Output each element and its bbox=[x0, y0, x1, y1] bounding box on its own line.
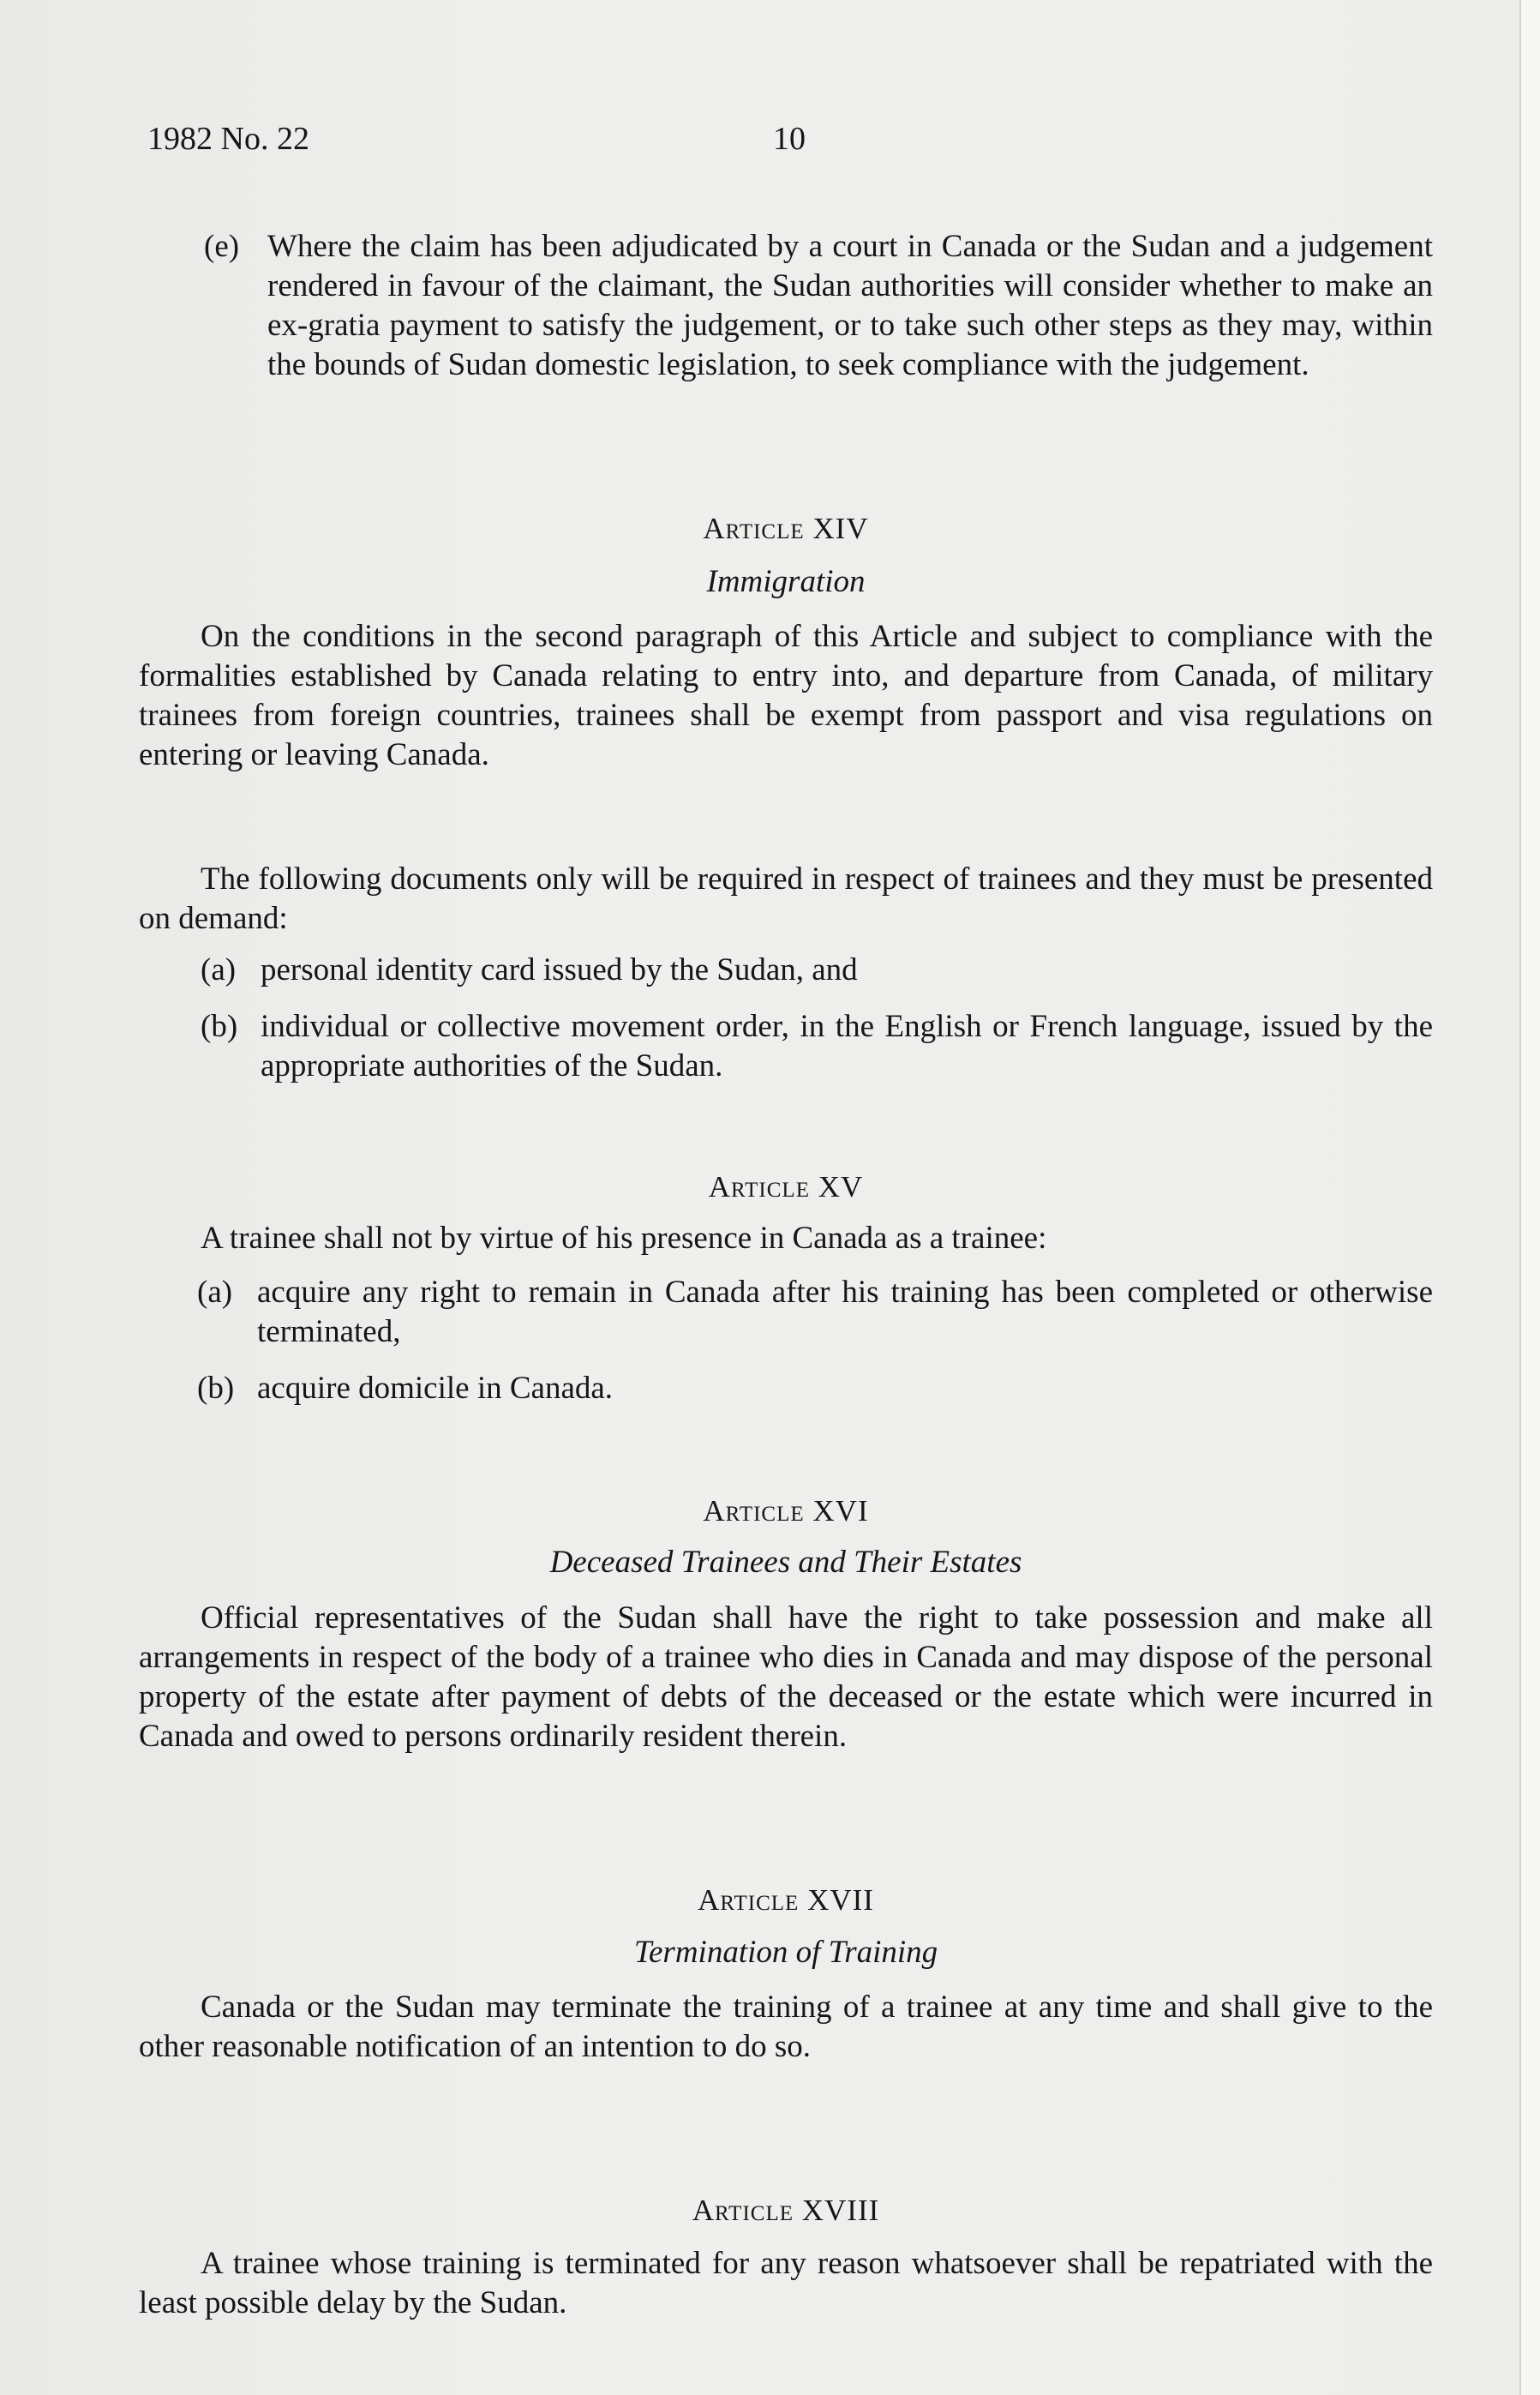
article-xiv-paragraph-2: The following documents only will be required in respect of trainees and they must be presented on demand: bbox=[139, 861, 1433, 936]
article-xviii-paragraph: A trainee whose training is terminated for any reason whatsoever shall be repatriated with the least possible delay by the Sudan. bbox=[139, 2246, 1433, 2320]
item-text: individual or collective movement order, in the English or French language, issued by the appropriate authorities of the Sudan. bbox=[261, 1009, 1433, 1083]
page-edge bbox=[1519, 0, 1540, 2395]
item-label: (b) bbox=[197, 1371, 235, 1406]
year-and-number: 1982 No. 22 bbox=[147, 121, 309, 157]
article-xvi-paragraph: Official representatives of the Sudan shall have the right to take possession and make all arrangements in respect of the body of a trainee who dies in Canada and may dispose of the personal property of the estate after payment of debts of the deceased or the estate which were incurred in Canada and owed to persons ordinarily resident therein. bbox=[139, 1600, 1433, 1754]
article-xvii-heading: Article XVII bbox=[698, 1883, 874, 1917]
article-xiv-item-a bbox=[201, 951, 1433, 990]
article-xvii-subheading: Termination of Training bbox=[633, 1935, 938, 1970]
clause-text: Where the claim has been adjudicated by a court in Canada or the Sudan and a judgement rendered in favour of the claimant, the Sudan authorities will consider whether to make an ex-gratia payment to satisfy the judgement, or to take such other steps as they may, within the bounds of Sudan domestic legislation, to seek compliance with the judgement. bbox=[267, 229, 1433, 382]
article-xvii-paragraph: Canada or the Sudan may terminate the training of a trainee at any time and shall give to the other reasonable notification of an intention to do so. bbox=[139, 1990, 1433, 2064]
article-xvi-subheading: Deceased Trainees and Their Estates bbox=[549, 1545, 1022, 1580]
clause-label: (e) bbox=[204, 229, 240, 264]
article-xv-intro: A trainee shall not by virtue of his presence in Canada as a trainee: bbox=[201, 1221, 1047, 1256]
item-text: acquire any right to remain in Canada after his training has been completed or otherwise terminated, bbox=[257, 1275, 1433, 1349]
article-xiv-subheading: Immigration bbox=[706, 564, 866, 599]
article-xv-heading: Article XV bbox=[708, 1170, 864, 1204]
item-label: (a) bbox=[201, 952, 237, 987]
article-xvi-heading: Article XVI bbox=[703, 1494, 869, 1528]
item-text: acquire domicile in Canada. bbox=[257, 1371, 614, 1406]
article-xv-item-b bbox=[197, 1369, 1433, 1408]
item-text: personal identity card issued by the Sudan, and bbox=[261, 952, 858, 987]
article-xviii-heading: Article XVIII bbox=[692, 2194, 880, 2227]
article-xiv-heading: Article XIV bbox=[703, 512, 869, 545]
item-label: (a) bbox=[197, 1275, 233, 1310]
article-xiv-paragraph-1: On the conditions in the second paragraph of this Article and subject to compliance with the formalities established by Canada relating to entry into, and departure from Canada, of military trainees from foreign countries, trainees shall be exempt from passport and visa regulations on entering or leaving Canada. bbox=[139, 619, 1433, 772]
item-label: (b) bbox=[201, 1009, 238, 1044]
article-xv-item-a bbox=[197, 1273, 1433, 1352]
page-header bbox=[147, 120, 806, 158]
page-number: 10 bbox=[773, 121, 806, 157]
clause-e bbox=[204, 227, 1433, 385]
article-xiv-item-b bbox=[201, 1007, 1433, 1086]
